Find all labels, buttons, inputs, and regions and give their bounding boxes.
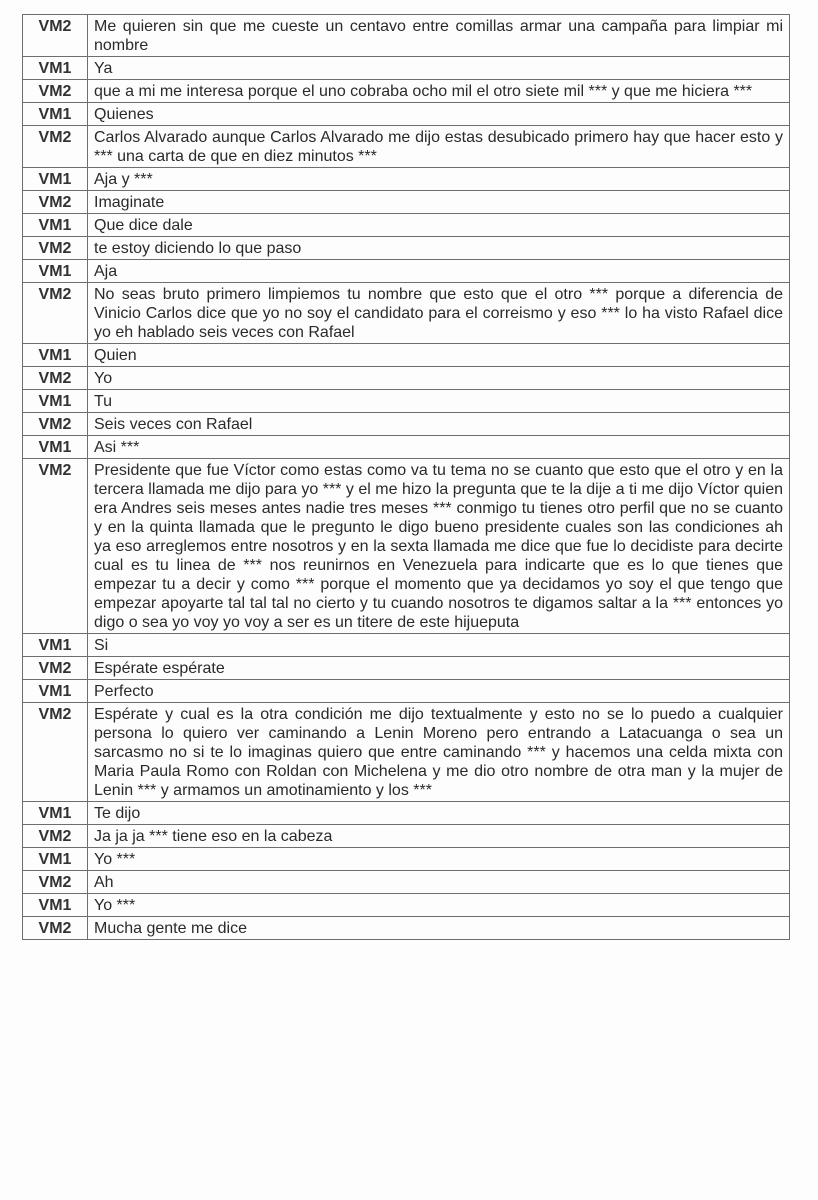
utterance-cell: Si: [88, 634, 790, 657]
utterance-cell: Espérate y cual es la otra condición me dijo textualmente y esto no se lo puedo a cualquier persona lo quiero ver caminando a Lenin Moreno pero entrando a Latacuanga o sea un sarcasmo no si te lo imaginas quiero que entre caminando *** y hacemos una celda mixta con Maria Paula Romo con Roldan con Michelena y me dio otro nombre de otra man y la mujer de Lenin *** y armamos un amotinamiento y los ***: [88, 703, 790, 802]
speaker-cell: VM2: [23, 367, 88, 390]
speaker-cell: VM1: [23, 680, 88, 703]
transcript-row: [23, 703, 790, 802]
transcript-row: [23, 191, 790, 214]
speaker-cell: VM2: [23, 283, 88, 344]
utterance-cell: Quien: [88, 344, 790, 367]
transcript-table: [22, 14, 790, 940]
utterance-cell: Me quieren sin que me cueste un centavo entre comillas armar una campaña para limpiar mi nombre: [88, 15, 790, 57]
utterance-cell: Que dice dale: [88, 214, 790, 237]
utterance-cell: Presidente que fue Víctor como estas como va tu tema no se cuanto que esto que el otro y en la tercera llamada me dijo para yo *** y el me hizo la pregunta que te la dije a ti me dijo Víctor quien era Andres seis meses antes nadie tres meses *** conmigo tu tienes otro perfil que no se cuanto y en la quinta llamada que le pregunto le digo bueno presidente cuales son las condiciones ah ya eso arreglemos entre nosotros y en la sexta llamada me dice que fue lo decidiste para decirte cual es tu linea de *** nos reunirnos en Venezuela para indicarte que es lo que tienes que empezar tu a decir y como *** porque el momento que ya decidamos yo soy el que tengo que empezar apoyarte tal tal tal no cierto y tu cuando nosotros te digamos saltar a la *** entonces yo digo o sea yo voy yo voy a ser es un titere de este hijueputa: [88, 459, 790, 634]
utterance-cell: Aja y ***: [88, 168, 790, 191]
transcript-row: [23, 848, 790, 871]
utterance-cell: Quienes: [88, 103, 790, 126]
speaker-cell: VM2: [23, 459, 88, 634]
utterance-cell: te estoy diciendo lo que paso: [88, 237, 790, 260]
transcript-row: [23, 367, 790, 390]
transcript-row: [23, 825, 790, 848]
speaker-cell: VM1: [23, 57, 88, 80]
transcript-row: [23, 237, 790, 260]
speaker-cell: VM1: [23, 103, 88, 126]
transcript-row: [23, 103, 790, 126]
utterance-cell: Carlos Alvarado aunque Carlos Alvarado me dijo estas desubicado primero hay que hacer esto y *** una carta de que en diez minutos ***: [88, 126, 790, 168]
utterance-cell: Ja ja ja *** tiene eso en la cabeza: [88, 825, 790, 848]
transcript-row: [23, 657, 790, 680]
transcript-row: [23, 126, 790, 168]
transcript-row: [23, 283, 790, 344]
transcript-row: [23, 413, 790, 436]
speaker-cell: VM2: [23, 191, 88, 214]
speaker-cell: VM1: [23, 168, 88, 191]
utterance-cell: Aja: [88, 260, 790, 283]
speaker-cell: VM2: [23, 126, 88, 168]
transcript-body: [23, 15, 790, 940]
transcript-row: [23, 168, 790, 191]
transcript-row: [23, 80, 790, 103]
transcript-row: [23, 15, 790, 57]
utterance-cell: Mucha gente me dice: [88, 917, 790, 940]
utterance-cell: Yo ***: [88, 848, 790, 871]
transcript-row: [23, 459, 790, 634]
transcript-row: [23, 802, 790, 825]
transcript-row: [23, 260, 790, 283]
transcript-row: [23, 680, 790, 703]
utterance-cell: Imaginate: [88, 191, 790, 214]
speaker-cell: VM1: [23, 802, 88, 825]
utterance-cell: Perfecto: [88, 680, 790, 703]
speaker-cell: VM2: [23, 80, 88, 103]
speaker-cell: VM2: [23, 413, 88, 436]
speaker-cell: VM2: [23, 825, 88, 848]
speaker-cell: VM1: [23, 894, 88, 917]
utterance-cell: Espérate espérate: [88, 657, 790, 680]
transcript-row: [23, 214, 790, 237]
utterance-cell: Tu: [88, 390, 790, 413]
utterance-cell: que a mi me interesa porque el uno cobraba ocho mil el otro siete mil *** y que me hiciera ***: [88, 80, 790, 103]
transcript-row: [23, 871, 790, 894]
speaker-cell: VM2: [23, 15, 88, 57]
utterance-cell: Ya: [88, 57, 790, 80]
speaker-cell: VM1: [23, 436, 88, 459]
speaker-cell: VM2: [23, 237, 88, 260]
speaker-cell: VM2: [23, 703, 88, 802]
utterance-cell: No seas bruto primero limpiemos tu nombre que esto que el otro *** porque a diferencia de Vinicio Carlos dice que yo no soy el candidato para el correismo y eso *** lo ha visto Rafael dice yo eh hablado seis veces con Rafael: [88, 283, 790, 344]
utterance-cell: Yo ***: [88, 894, 790, 917]
speaker-cell: VM2: [23, 871, 88, 894]
speaker-cell: VM1: [23, 260, 88, 283]
speaker-cell: VM1: [23, 344, 88, 367]
utterance-cell: Te dijo: [88, 802, 790, 825]
speaker-cell: VM1: [23, 634, 88, 657]
transcript-row: [23, 894, 790, 917]
transcript-row: [23, 917, 790, 940]
transcript-row: [23, 436, 790, 459]
utterance-cell: Yo: [88, 367, 790, 390]
transcript-row: [23, 57, 790, 80]
transcript-row: [23, 634, 790, 657]
transcript-row: [23, 344, 790, 367]
transcript-row: [23, 390, 790, 413]
speaker-cell: VM1: [23, 214, 88, 237]
speaker-cell: VM1: [23, 848, 88, 871]
speaker-cell: VM2: [23, 917, 88, 940]
utterance-cell: Asi ***: [88, 436, 790, 459]
utterance-cell: Seis veces con Rafael: [88, 413, 790, 436]
speaker-cell: VM2: [23, 657, 88, 680]
utterance-cell: Ah: [88, 871, 790, 894]
speaker-cell: VM1: [23, 390, 88, 413]
